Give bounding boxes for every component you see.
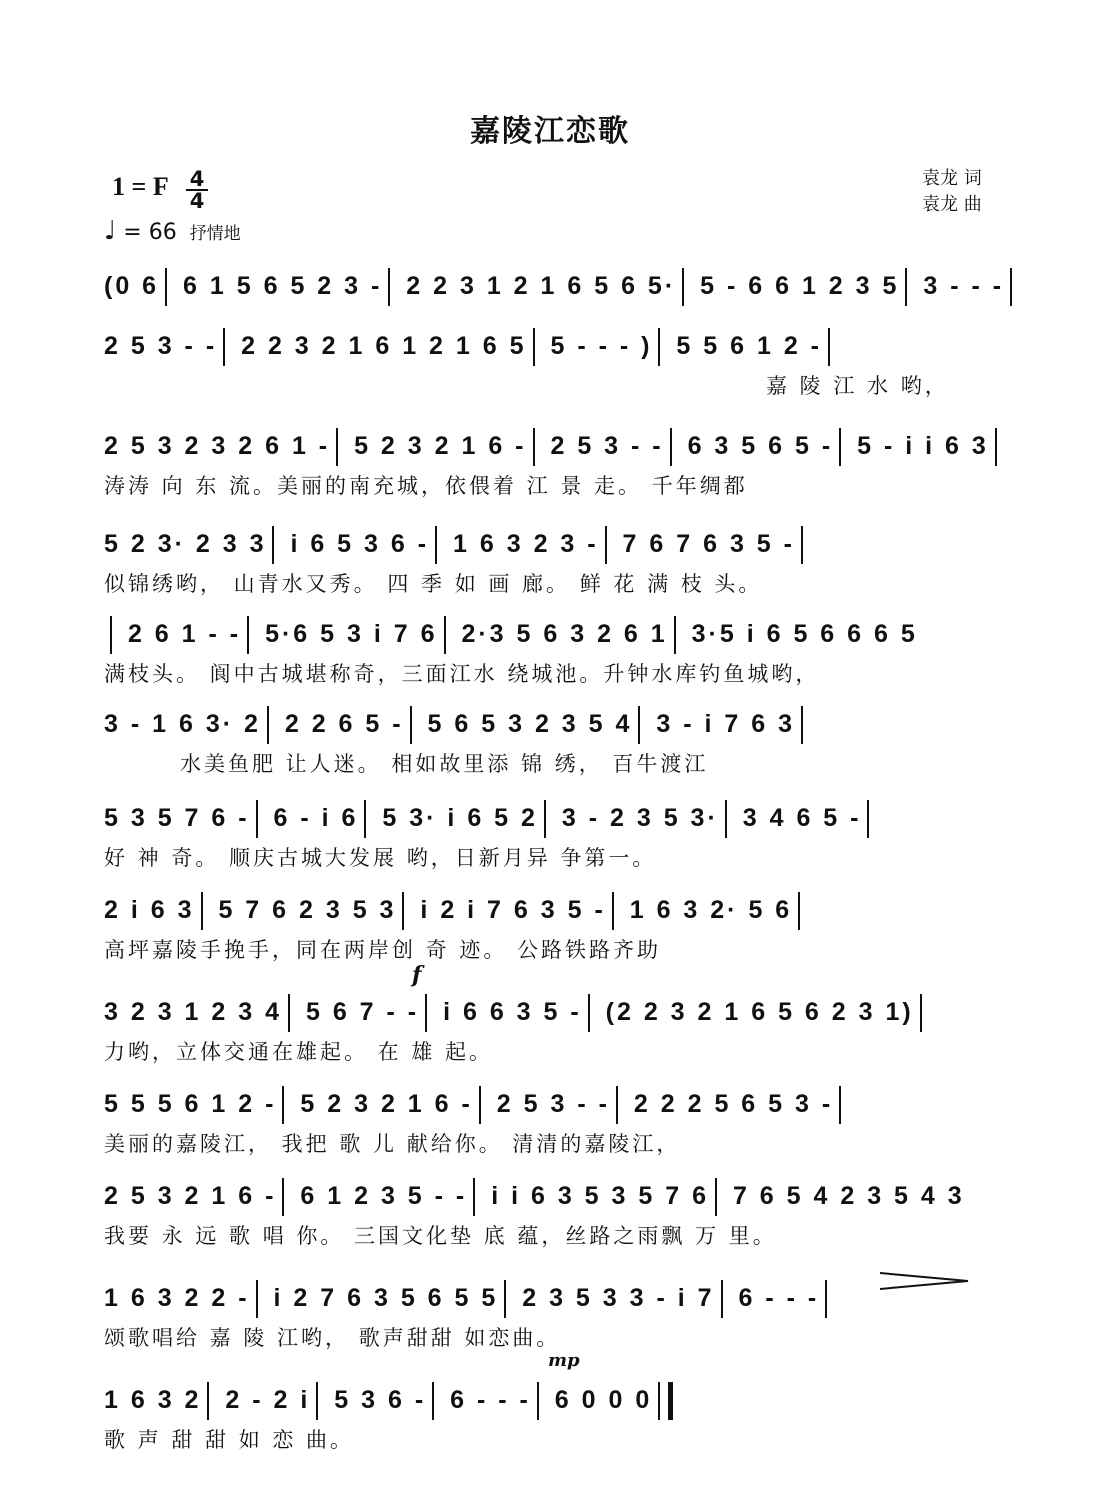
- measure: 3 - - -: [923, 272, 1005, 300]
- lyric-line: 我要 永 远 歌 唱 你。 三国文化垫 底 蕴，丝路之雨飘 万 里。: [104, 1224, 777, 1248]
- notation-line: [104, 990, 928, 1034]
- measure: 3 - i 7: [629, 1284, 715, 1312]
- notation-line: [104, 522, 809, 566]
- measure: 5 2 3 2 1 6 -: [354, 432, 527, 460]
- measure: 5·6 5 3 i 7 6: [265, 620, 438, 648]
- lyric-line: 水美鱼肥 让人迷。 相如故里添 锦 绣， 百牛渡江: [180, 752, 709, 776]
- measure: 1 6 3 2 2 -: [104, 1284, 250, 1312]
- measure: 2 2 3 1 2 1 6 5 6 5·: [406, 272, 677, 300]
- measure: 3 - 2 3 5 3·: [561, 804, 719, 832]
- forte-marking: f: [412, 962, 422, 988]
- measure: 7 6 5 4 2 3 5 4 3: [732, 1182, 965, 1210]
- measure: 2 - 2 i: [225, 1386, 311, 1414]
- tempo-value: = 66: [123, 220, 177, 245]
- lyric-line: 力哟，立体交通在雄起。 在 雄 起。: [104, 1040, 494, 1064]
- measure: 6 0 0 0: [554, 1386, 653, 1414]
- measure: 5 5 5 6 1 2 -: [104, 1090, 277, 1118]
- lyricist-credit: 袁龙 词: [922, 168, 982, 189]
- measure: 2 5 3 2 1 6 -: [104, 1182, 277, 1210]
- quarter-note-icon: ♩: [104, 216, 117, 246]
- measure: 5 2 3 2 1 6 -: [300, 1090, 473, 1118]
- composer-credit: 袁龙 曲: [922, 194, 982, 215]
- mezzo-piano-marking: mp: [548, 1350, 580, 1371]
- measure: 1 6 3 2 3 -: [453, 530, 599, 558]
- measure: i i 6 3 5 3 5 7 6: [491, 1182, 709, 1210]
- final-barline: [668, 1382, 673, 1420]
- decrescendo-hairpin: [880, 1270, 970, 1292]
- measure: i 2 7 6 3 5 6 5 5: [273, 1284, 499, 1312]
- measure: 2 5 3 - -: [104, 332, 218, 360]
- measure: 3 2 3 1 2 3 4: [104, 998, 283, 1026]
- measure: 6 - - -: [450, 1386, 531, 1414]
- lyric-line: 满枝头。 阆中古城堪称奇，三面江水 绕城池。升钟水库钓鱼城哟，: [104, 662, 820, 686]
- notation-line: [104, 424, 1003, 468]
- lyric-line: 嘉 陵 江 水 哟，: [766, 374, 949, 398]
- measure: 6 - i 6: [273, 804, 359, 832]
- measure: i 6 5 3 6 -: [290, 530, 430, 558]
- notation-line: [104, 264, 1018, 308]
- notation-line: [104, 1082, 847, 1126]
- measure: 2 6 1 - -: [127, 620, 242, 648]
- notation-line: [104, 1276, 833, 1320]
- notation-line: [104, 1174, 965, 1218]
- measure: 5 5 6 1 2 -: [676, 332, 822, 360]
- tempo-marking: [104, 216, 241, 246]
- measure: 2 5 3 2 3 2 6 1 -: [104, 432, 331, 460]
- measure: 3 4 6 5 -: [742, 804, 862, 832]
- lyric-line: 高坪嘉陵手挽手，同在两岸创 奇 迹。 公路铁路齐助: [104, 938, 662, 962]
- expression-mark: 抒情地: [189, 224, 241, 244]
- notation-line: [104, 324, 836, 368]
- measure: (0 6: [104, 272, 160, 300]
- notation-line: [104, 888, 806, 932]
- measure: 5 - - - ): [550, 332, 653, 360]
- measure: 5 3· i 6 5 2: [382, 804, 538, 832]
- measure: 1 6 3 2: [104, 1386, 202, 1414]
- measure: 3·5 i 6 5 6 6 6 5: [691, 620, 918, 648]
- lyric-line: 似锦绣哟， 山青水又秀。 四 季 如 画 廊。 鲜 花 满 枝 头。: [104, 572, 763, 596]
- measure: 2 5 3 - -: [550, 432, 664, 460]
- measure: 6 1 2 3 5 - -: [300, 1182, 468, 1210]
- key-signature: 1 = F: [112, 172, 169, 201]
- measure: i 2 i 7 6 3 5 -: [420, 896, 606, 924]
- notation-line: [104, 796, 875, 840]
- measure: 6 3 5 6 5 -: [687, 432, 834, 460]
- measure: 2 2 2 5 6 5 3 -: [633, 1090, 834, 1118]
- lyric-line: 歌 声 甜 甜 如 恋 曲。: [104, 1428, 355, 1452]
- measure: 2 i 6 3: [104, 896, 195, 924]
- measure: 6 1 5 6 5 2 3 -: [183, 272, 383, 300]
- notation-line: [104, 612, 918, 656]
- lyric-line: 好 神 奇。 顺庆古城大发展 哟，日新月异 争第一。: [104, 846, 657, 870]
- measure: 1 6 3 2· 5 6: [629, 896, 793, 924]
- measure: (2 2 3 2 1 6 5 6 2 3 1): [605, 998, 914, 1026]
- measure: 3 - 1 6 3· 2: [104, 710, 261, 738]
- lyric-line: 涛涛 向 东 流。美丽的南充城，依偎着 江 景 走。 千年绸都: [104, 474, 748, 498]
- measure: 2 2 6 5 -: [284, 710, 404, 738]
- measure: 5 6 7 - -: [305, 998, 420, 1026]
- measure: 2 2 3 2 1 6 1 2 1 6 5: [241, 332, 527, 360]
- measure: 5 3 5 7 6 -: [104, 804, 250, 832]
- measure: 5 - 6 6 1 2 3 5: [700, 272, 900, 300]
- measure: 6 - - -: [738, 1284, 820, 1312]
- measure: i 6 6 3 5 -: [443, 998, 582, 1026]
- notation-line: [104, 1378, 673, 1422]
- measure: 2 5 3 - -: [496, 1090, 610, 1118]
- measure: 5 6 5 3 2 3 5 4: [427, 710, 633, 738]
- time-signature-top: 4: [189, 167, 205, 191]
- measure: 5 2 3· 2 3 3: [104, 530, 267, 558]
- measure: 2 3 5 3: [522, 1284, 620, 1312]
- measure: 5 3 6 -: [334, 1386, 427, 1414]
- song-title: 嘉陵江恋歌: [470, 114, 630, 149]
- lyric-line: 颂歌唱给 嘉 陵 江哟， 歌声甜甜 如恋曲。: [104, 1326, 561, 1350]
- measure: 2·3 5 6 3 2 6 1: [461, 620, 668, 648]
- measure: 5 - i i 6 3: [857, 432, 989, 460]
- notation-line: [104, 702, 809, 746]
- measure: 5 7 6 2 3 5 3: [218, 896, 397, 924]
- measure: 7 6 7 6 3 5 -: [622, 530, 795, 558]
- measure: 3 - i 7 6 3: [656, 710, 795, 738]
- time-signature: [186, 167, 208, 213]
- lyric-line: 美丽的嘉陵江， 我把 歌 儿 献给你。 清清的嘉陵江，: [104, 1132, 681, 1156]
- time-signature-bottom: 4: [189, 189, 205, 213]
